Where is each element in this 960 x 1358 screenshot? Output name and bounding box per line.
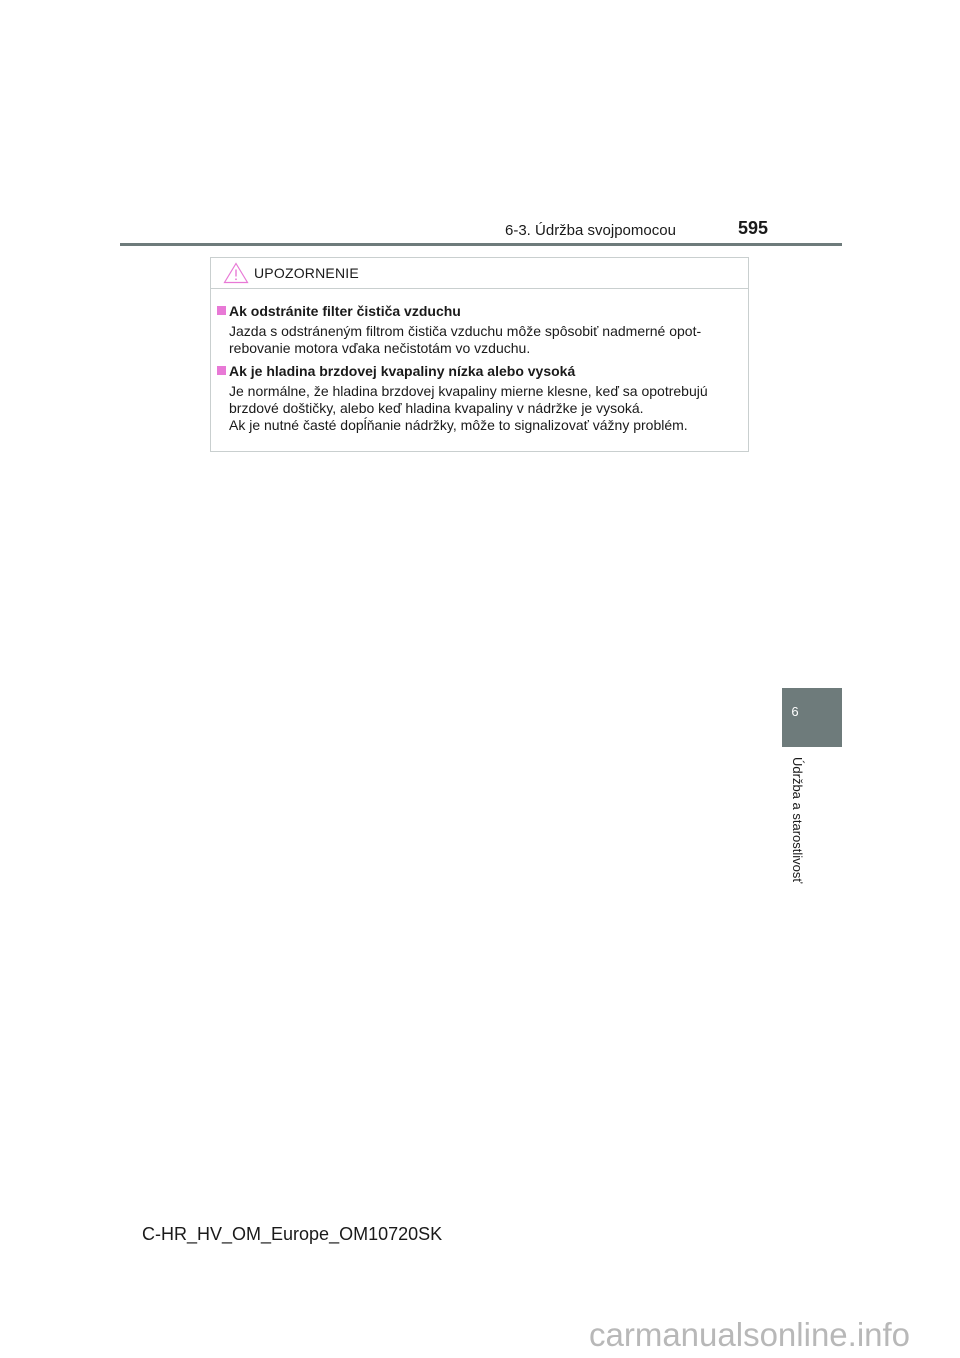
item-body	[217, 383, 745, 434]
watermark: carmanualsonline.info	[589, 1316, 911, 1353]
body-line: Jazda s odstráneným filtrom čističa vzduchu môže spôsobiť nadmerné opot-	[229, 323, 702, 339]
square-bullet-icon	[217, 306, 226, 315]
body-line: rebovanie motora vďaka nečistotám vo vzduchu.	[229, 340, 531, 356]
warning-title: UPOZORNENIE	[254, 265, 359, 281]
chapter-label: Údržba a starostlivosť	[790, 757, 805, 884]
warning-box	[210, 257, 749, 452]
item-heading	[217, 302, 745, 320]
item-body	[217, 323, 745, 357]
header-divider	[120, 243, 842, 246]
square-bullet-icon	[217, 366, 226, 375]
chapter-tab	[782, 688, 842, 747]
warning-triangle-icon	[223, 262, 249, 284]
item-heading	[217, 362, 745, 380]
section-title: 6-3. Údržba svojpomocou	[505, 222, 676, 239]
body-line: Ak je nutné časté dopĺňanie nádržky, môže to signalizovať vážny problém.	[229, 417, 688, 433]
page-number: 595	[738, 218, 769, 238]
body-line: brzdové doštičky, alebo keď hladina kvapaliny v nádržke je vysoká.	[229, 400, 644, 416]
warning-item	[217, 362, 745, 434]
body-line: Je normálne, že hladina brzdovej kvapaliny mierne klesne, keď sa opotrebujú	[229, 383, 708, 399]
document-code: C-HR_HV_OM_Europe_OM10720SK	[142, 1224, 443, 1244]
item-heading-text: Ak odstránite filter čističa vzduchu	[229, 303, 461, 319]
warning-header	[211, 258, 748, 289]
item-heading-text: Ak je hladina brzdovej kvapaliny nízka alebo vysoká	[229, 363, 576, 379]
warning-item	[217, 302, 745, 357]
chapter-number: 6	[791, 704, 799, 719]
